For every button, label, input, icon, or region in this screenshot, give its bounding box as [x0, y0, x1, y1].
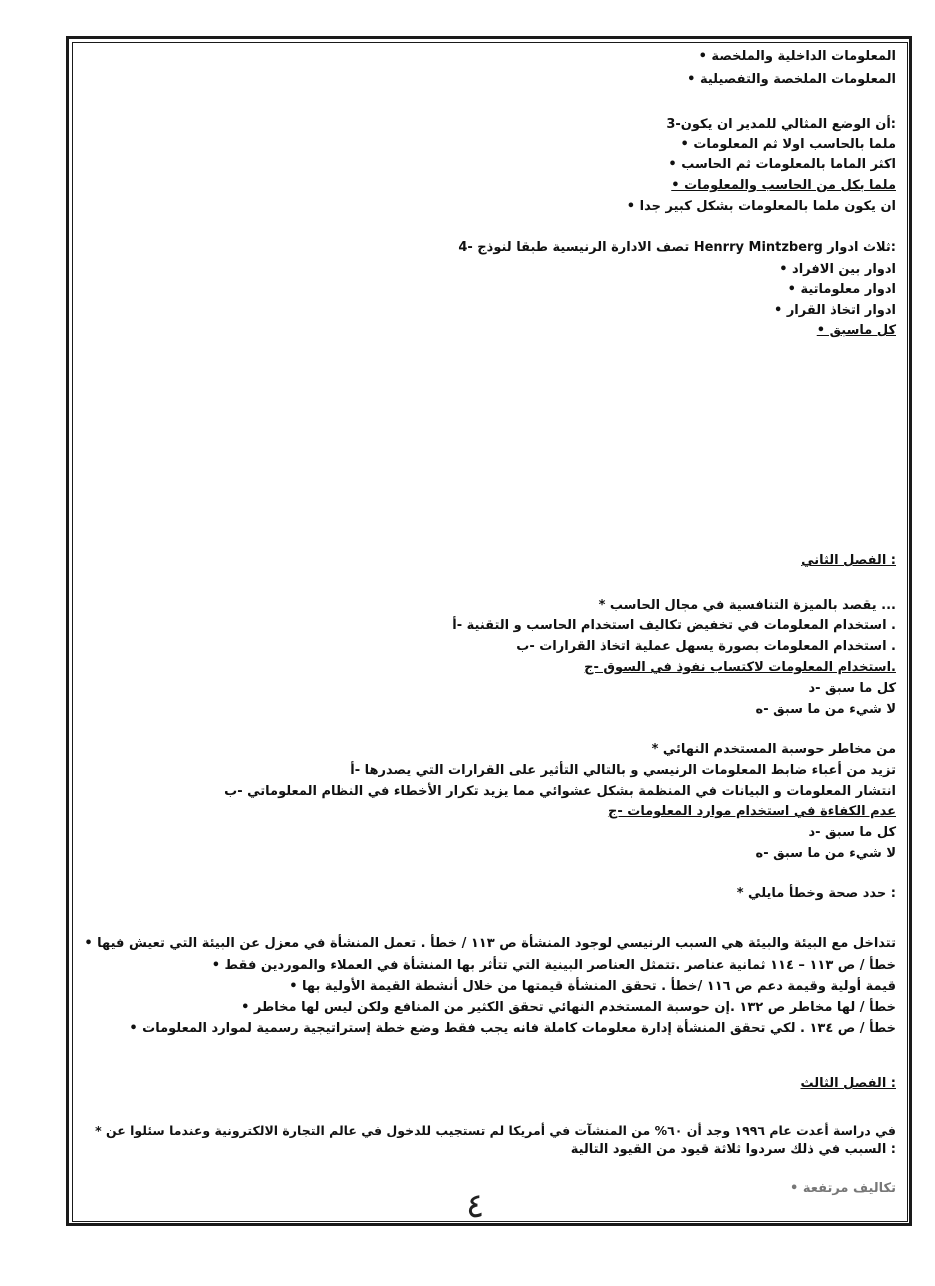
q4-option-2: ادوار معلوماتية • [787, 282, 896, 297]
ch2-q1-option-e: لا شيء من ما سبق -ه [755, 702, 896, 717]
q3-option-2: اكثر الماما بالمعلومات ثم الحاسب • [668, 157, 896, 172]
q4-option-4-answer: كل ماسبق • [816, 323, 896, 338]
ch2-q2-option-a: تزيد من أعباء ضابط المعلومات الرنيسي و بالتالي التأثير على القرارات التي يصدرها -أ [350, 763, 896, 778]
page-number: ٤ [466, 1186, 485, 1226]
chapter3-heading: : الفصل الثالث [800, 1076, 896, 1091]
ch2-tf-heading: : حدد صحة وخطأ مايلي * [736, 886, 896, 901]
q4-option-3: ادوار اتخاذ القرار • [773, 303, 896, 318]
ch2-tf-item-2: خطأ / ص ١١٣ – ١١٤ ثمانية عناصر .تتمثل العناصر البينية التي تتأثر بها المنشأة في العملاء والموردين فقط • [211, 958, 896, 973]
chapter2-heading: : الفصل الثاني [801, 553, 896, 568]
ch3-q1-option-partial: تكاليف مرتفعة • [790, 1181, 896, 1196]
ch2-tf-item-5: خطأ / ص ١٣٤ . لكي تحقق المنشأة إدارة معلومات كاملة فانه يجب فقط وضع خطة إستراتيجية رسمية لموارد المعلومات • [129, 1021, 896, 1036]
ch2-tf-item-3: قيمة أولية وقيمة دعم ص ١١٦ /خطأ . تحقق المنشأة قيمتها من خلال أنشطة القيمة الأولية بها • [289, 979, 896, 994]
ch2-q2-question: من مخاطر حوسبة المستخدم النهائي * [651, 742, 896, 757]
q4-question: :ثلاث ادوار Henrry Mintzberg تصف الادارة الرنيسية طبقا لنوذج -4 [458, 240, 896, 255]
ch2-q2-option-e: لا شيء من ما سبق -ه [755, 846, 896, 861]
document-content [84, 0, 896, 1286]
option-internal-summary: المعلومات الداخلية والملخصة • [698, 49, 896, 64]
ch2-q1-option-c-answer: .استخدام المعلومات لاكتساب نفوذ في السوق -ج [584, 660, 896, 675]
ch2-q1-option-d: كل ما سبق -د [808, 681, 896, 696]
ch2-q2-option-b: انتشار المعلومات و البيانات في المنظمة بشكل عشوائي مما يزيد تكرار الأخطاء في النظام المعلوماتي -ب [224, 784, 896, 799]
ch2-tf-item-1: تتداخل مع البيئة والبيئة هي السبب الرنيسي لوجود المنشأة ص ١١٣ / خطأ . تعمل المنشأة في معزل عن البيئة التي تعيش فيها • [84, 936, 896, 951]
ch2-tf-item-4: خطأ / لها مخاطر ص ١٣٢ .إن حوسبة المستخدم النهائي تحقق الكثير من المنافع ولكن ليس لها مخاطر • [241, 1000, 896, 1015]
q4-option-1: ادوار بين الافراد • [779, 262, 896, 277]
ch2-q1-option-b: . استخدام المعلومات بصورة يسهل عملية اتخاذ القرارات -ب [516, 639, 896, 654]
q3-option-1: ملما بالحاسب اولا ثم المعلومات • [680, 137, 896, 152]
q3-option-3-answer: ملما بكل من الحاسب والمعلومات • [671, 178, 896, 193]
ch2-q2-option-c-answer: عدم الكفاءة في استخدام موارد المعلومات -ج [607, 804, 896, 819]
ch2-q1-question: ... يقصد بالميزة التنافسية في مجال الحاسب * [598, 598, 896, 613]
ch3-q1-line-1: في دراسة أعدت عام ١٩٩٦ وجد أن ٦٠% من المنشآت في أمريكا لم تستجيب للدخول في عالم التجارة الالكترونية وعندما سئلوا عن * [95, 1123, 896, 1138]
ch2-q2-option-d: كل ما سبق -د [808, 825, 896, 840]
ch3-q1-line-2: : السبب في ذلك سردوا ثلاثة قيود من القيود التالية [570, 1142, 896, 1157]
q3-option-4: ان يكون ملما بالمعلومات بشكل كبير جدا • [626, 199, 896, 214]
ch2-q1-option-a: . استخدام المعلومات في تخفيض تكاليف استخدام الحاسب و التقنية -أ [452, 618, 896, 633]
option-summary-detailed: المعلومات الملخصة والتفصيلية • [687, 72, 896, 87]
q3-question: :أن الوضع المثالي للمدير ان يكون-3 [666, 117, 896, 132]
